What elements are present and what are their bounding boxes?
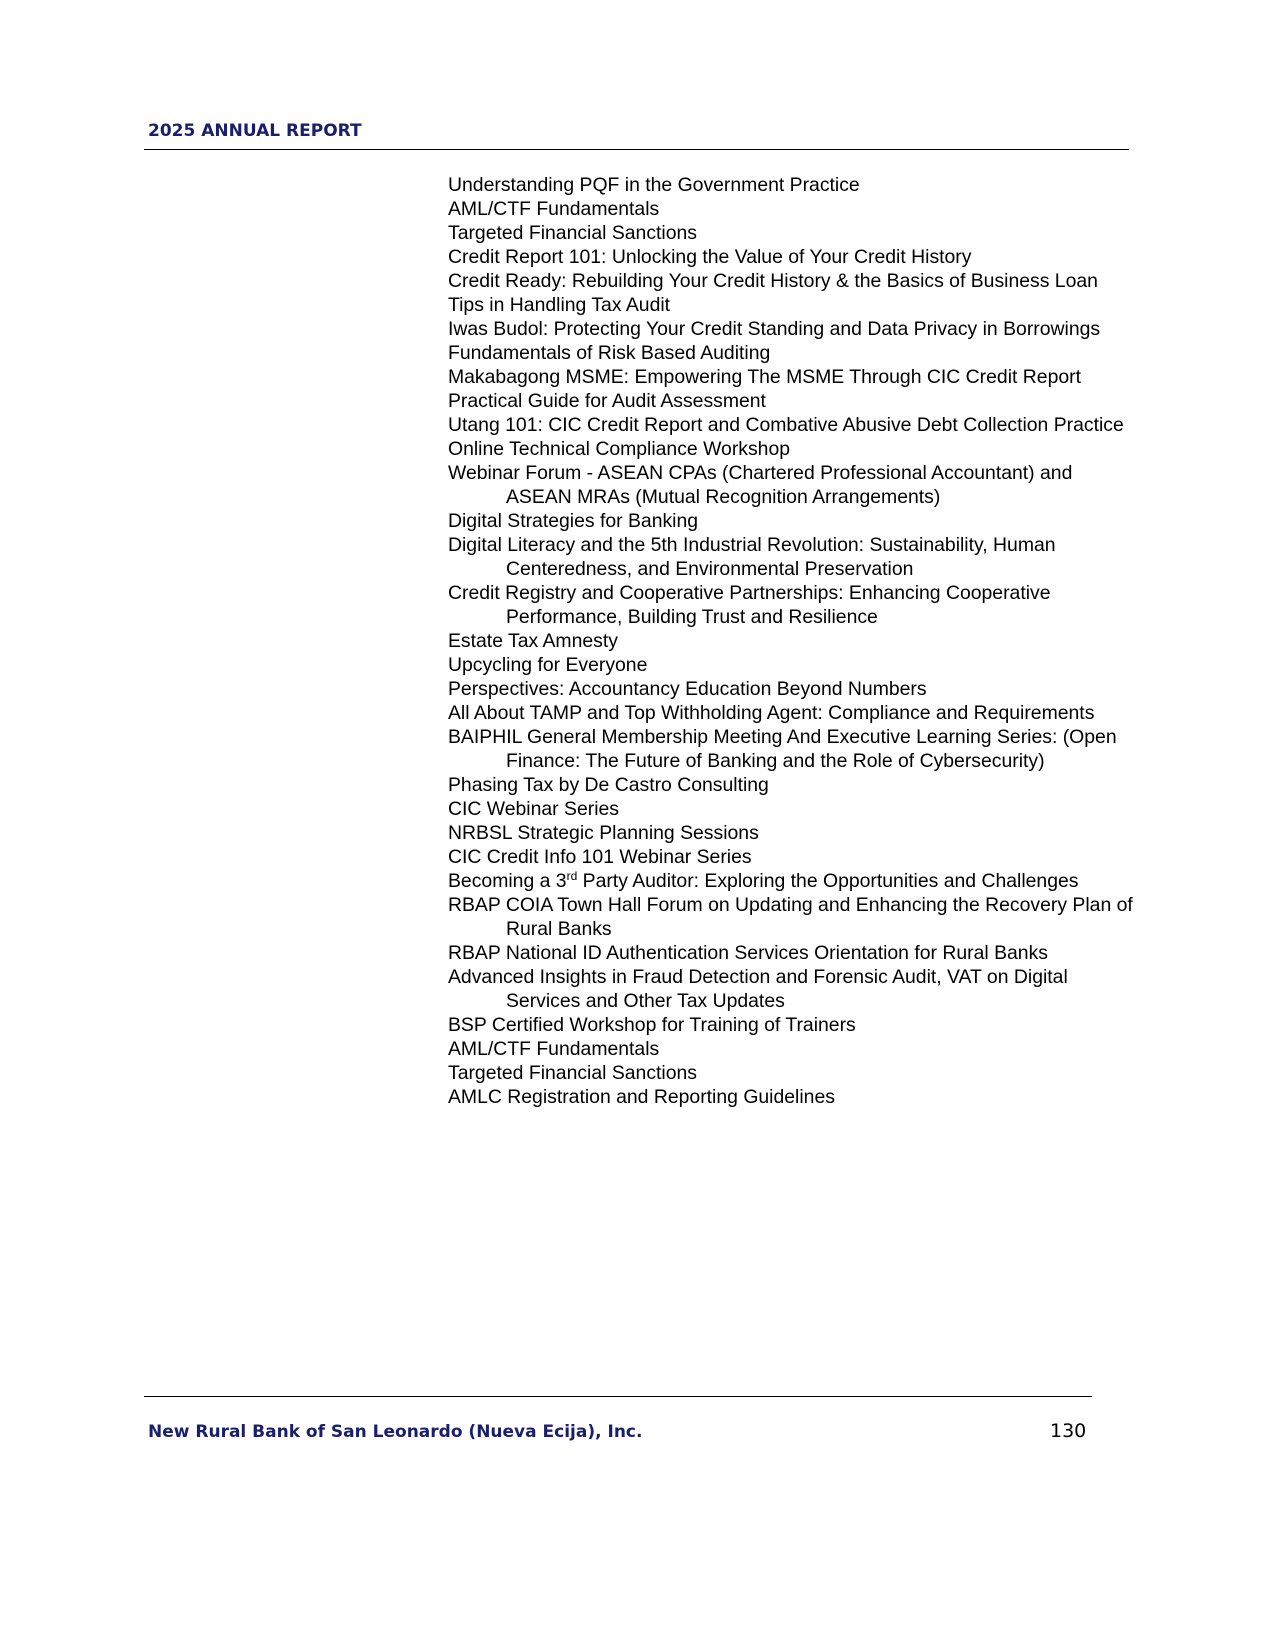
training-item: Credit Report 101: Unlocking the Value of Your Credit History	[448, 246, 972, 268]
training-item: Perspectives: Accountancy Education Beyond Numbers	[448, 678, 927, 700]
training-item: Targeted Financial Sanctions	[448, 222, 697, 244]
report-title: 2025 ANNUAL REPORT	[148, 121, 362, 141]
page-number: 130	[1050, 1420, 1087, 1442]
training-item: Makabagong MSME: Empowering The MSME Through CIC Credit Report	[448, 366, 1081, 388]
training-item: Targeted Financial Sanctions	[448, 1062, 697, 1084]
training-item: Digital Literacy and the 5th Industrial Revolution: Sustainability, Human Centeredness, and Environmental Preservation	[448, 534, 1056, 580]
training-item: Understanding PQF in the Government Practice	[448, 174, 860, 196]
training-item: Digital Strategies for Banking	[448, 510, 699, 532]
training-item: RBAP National ID Authentication Services Orientation for Rural Banks	[448, 942, 1048, 964]
training-item: Practical Guide for Audit Assessment	[448, 390, 766, 412]
training-item: AML/CTF Fundamentals	[448, 198, 660, 220]
training-item	[448, 869, 1138, 893]
training-item: RBAP COIA Town Hall Forum on Updating and Enhancing the Recovery Plan of Rural Banks	[448, 894, 1133, 940]
training-item: Iwas Budol: Protecting Your Credit Standing and Data Privacy in Borrowings	[448, 318, 1101, 340]
training-item: AMLC Registration and Reporting Guidelines	[448, 1086, 835, 1108]
training-item: BAIPHIL General Membership Meeting And Executive Learning Series: (Open Finance: The Future of Banking and the Role of Cybersecurity)	[448, 726, 1117, 772]
training-item: Phasing Tax by De Castro Consulting	[448, 774, 769, 796]
training-item: Tips in Handling Tax Audit	[448, 294, 671, 316]
training-item: Credit Registry and Cooperative Partnerships: Enhancing Cooperative Performance, Building Trust and Resilience	[448, 582, 1051, 628]
footer-bank-name: New Rural Bank of San Leonardo (Nueva Ecija), Inc.	[148, 1422, 643, 1442]
training-item: Credit Ready: Rebuilding Your Credit History & the Basics of Business Loan	[448, 270, 1098, 292]
training-item: AML/CTF Fundamentals	[448, 1038, 660, 1060]
training-item: Fundamentals of Risk Based Auditing	[448, 342, 771, 364]
training-item: Estate Tax Amnesty	[448, 630, 618, 652]
ordinal-superscript: rd	[566, 869, 578, 883]
training-item: Online Technical Compliance Workshop	[448, 438, 791, 460]
training-item: Advanced Insights in Fraud Detection and Forensic Audit, VAT on Digital Services and Other Tax Updates	[448, 966, 1068, 1012]
training-item: Webinar Forum - ASEAN CPAs (Chartered Professional Accountant) and ASEAN MRAs (Mutual Recognition Arrangements)	[448, 462, 1073, 508]
training-text-after: Party Auditor: Exploring the Opportunities and Challenges	[577, 870, 1079, 892]
training-item: All About TAMP and Top Withholding Agent: Compliance and Requirements	[448, 702, 1095, 724]
training-item: Upcycling for Everyone	[448, 654, 648, 676]
training-item: CIC Credit Info 101 Webinar Series	[448, 846, 752, 868]
training-item: Utang 101: CIC Credit Report and Combative Abusive Debt Collection Practice	[448, 414, 1124, 436]
training-item: BSP Certified Workshop for Training of Trainers	[448, 1014, 856, 1036]
training-item: NRBSL Strategic Planning Sessions	[448, 822, 759, 844]
training-list	[448, 173, 1138, 1109]
training-text-before: Becoming a 3	[448, 870, 567, 892]
footer-divider	[144, 1396, 1092, 1397]
header-divider	[144, 149, 1129, 150]
training-item: CIC Webinar Series	[448, 798, 619, 820]
